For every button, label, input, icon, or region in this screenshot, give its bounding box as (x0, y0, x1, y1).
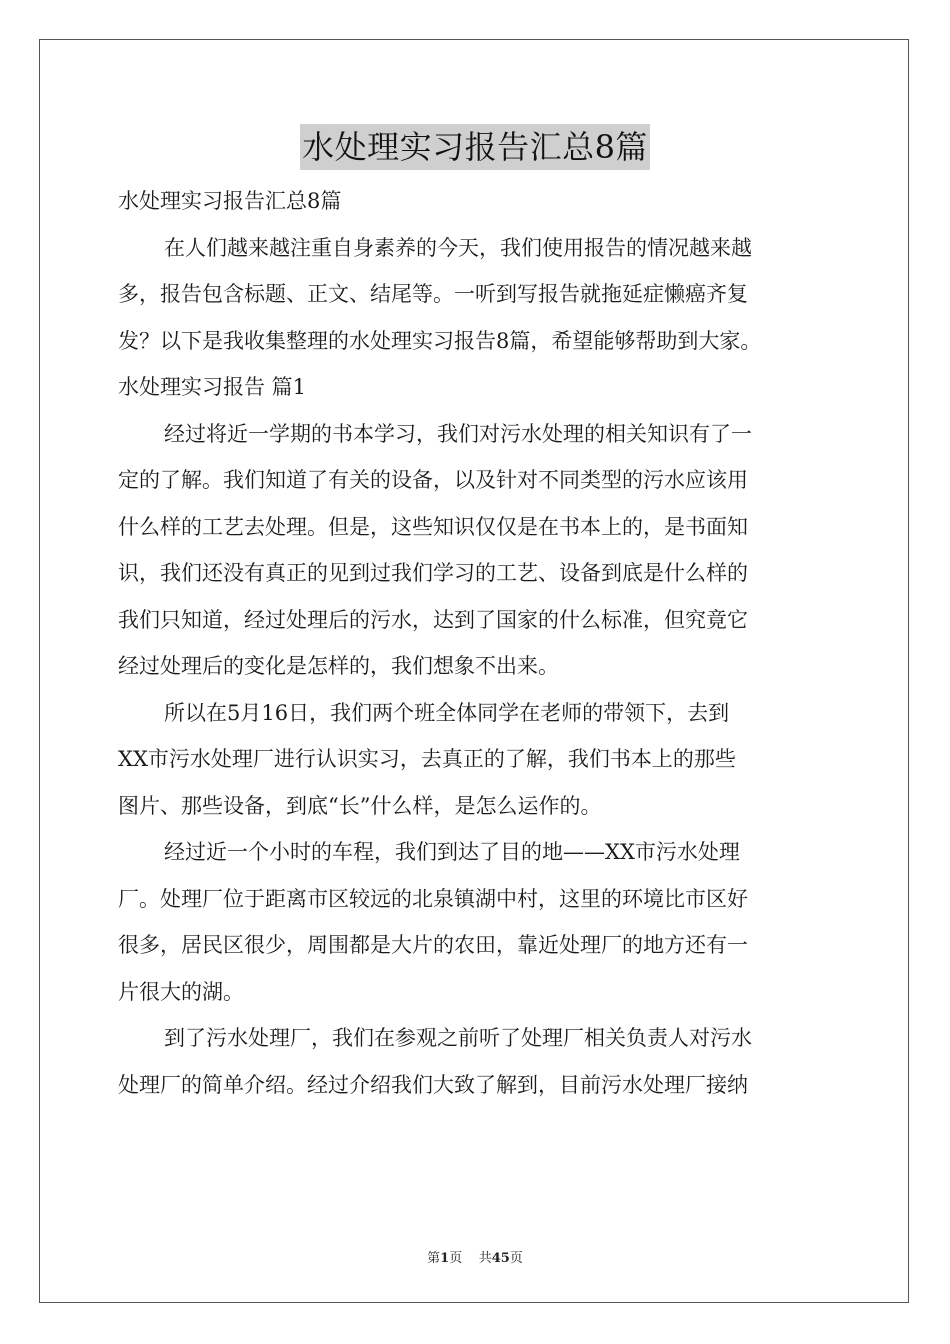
document-title: 水处理实习报告汇总8篇 (300, 124, 650, 170)
text-line: 发？以下是我收集整理的水处理实习报告8篇，希望能够帮助到大家。 (118, 328, 762, 353)
text-line: 厂。处理厂位于距离市区较远的北泉镇湖中村，这里的环境比市区好 (118, 886, 748, 911)
text-line: 图片、那些设备，到底“长”什么样，是怎么运作的。 (118, 793, 602, 818)
total-pages: 45 (491, 1251, 510, 1266)
text-line: 处理厂的简单介绍。经过介绍我们大致了解到，目前污水处理厂接纳 (118, 1072, 748, 1097)
total-suffix: 页 (509, 1251, 523, 1266)
text-line: 到了污水处理厂，我们在参观之前听了处理厂相关负责人对污水 (164, 1026, 752, 1050)
text-line: 定的了解。我们知道了有关的设备，以及针对不同类型的污水应该用 (118, 468, 748, 492)
text-line: 水处理实习报告汇总8篇 (118, 189, 342, 213)
text-line: 经过近一个小时的车程，我们到达了目的地——XX市污水处理 (164, 840, 740, 864)
text-line: 经过将近一学期的书本学习，我们对污水处理的相关知识有了一 (164, 421, 752, 446)
page-prefix: 第 (427, 1251, 441, 1266)
page-number: 1 (440, 1251, 450, 1266)
text-line: 很多，居民区很少，周围都是大片的农田，靠近处理厂的地方还有一 (118, 933, 748, 957)
title-container (0, 124, 950, 170)
text-line: 什么样的工艺去处理。但是，这些知识仅仅是在书本上的，是书面知 (118, 514, 748, 539)
text-line: 所以在5月16日，我们两个班全体同学在老师的带领下，去到 (164, 700, 730, 725)
text-line: 多，报告包含标题、正文、结尾等。一听到写报告就拖延症懒癌齐复 (118, 282, 748, 306)
text-line: XX市污水处理厂进行认识实习，去真正的了解，我们书本上的那些 (118, 747, 736, 771)
text-line: 经过处理后的变化是怎样的，我们想象不出来。 (118, 654, 559, 678)
total-prefix: 共 (478, 1251, 492, 1266)
text-line: 水处理实习报告 篇1 (118, 375, 307, 399)
page-footer (0, 1247, 950, 1266)
text-line: 片很大的湖。 (118, 979, 244, 1004)
document-body (118, 178, 834, 1108)
text-line: 识，我们还没有真正的见到过我们学习的工艺、设备到底是什么样的 (118, 561, 748, 585)
text-line: 我们只知道，经过处理后的污水，达到了国家的什么标准，但究竟它 (118, 607, 748, 632)
page-suffix: 页 (449, 1251, 463, 1266)
text-line: 在人们越来越注重自身素养的今天，我们使用报告的情况越来越 (164, 235, 752, 260)
